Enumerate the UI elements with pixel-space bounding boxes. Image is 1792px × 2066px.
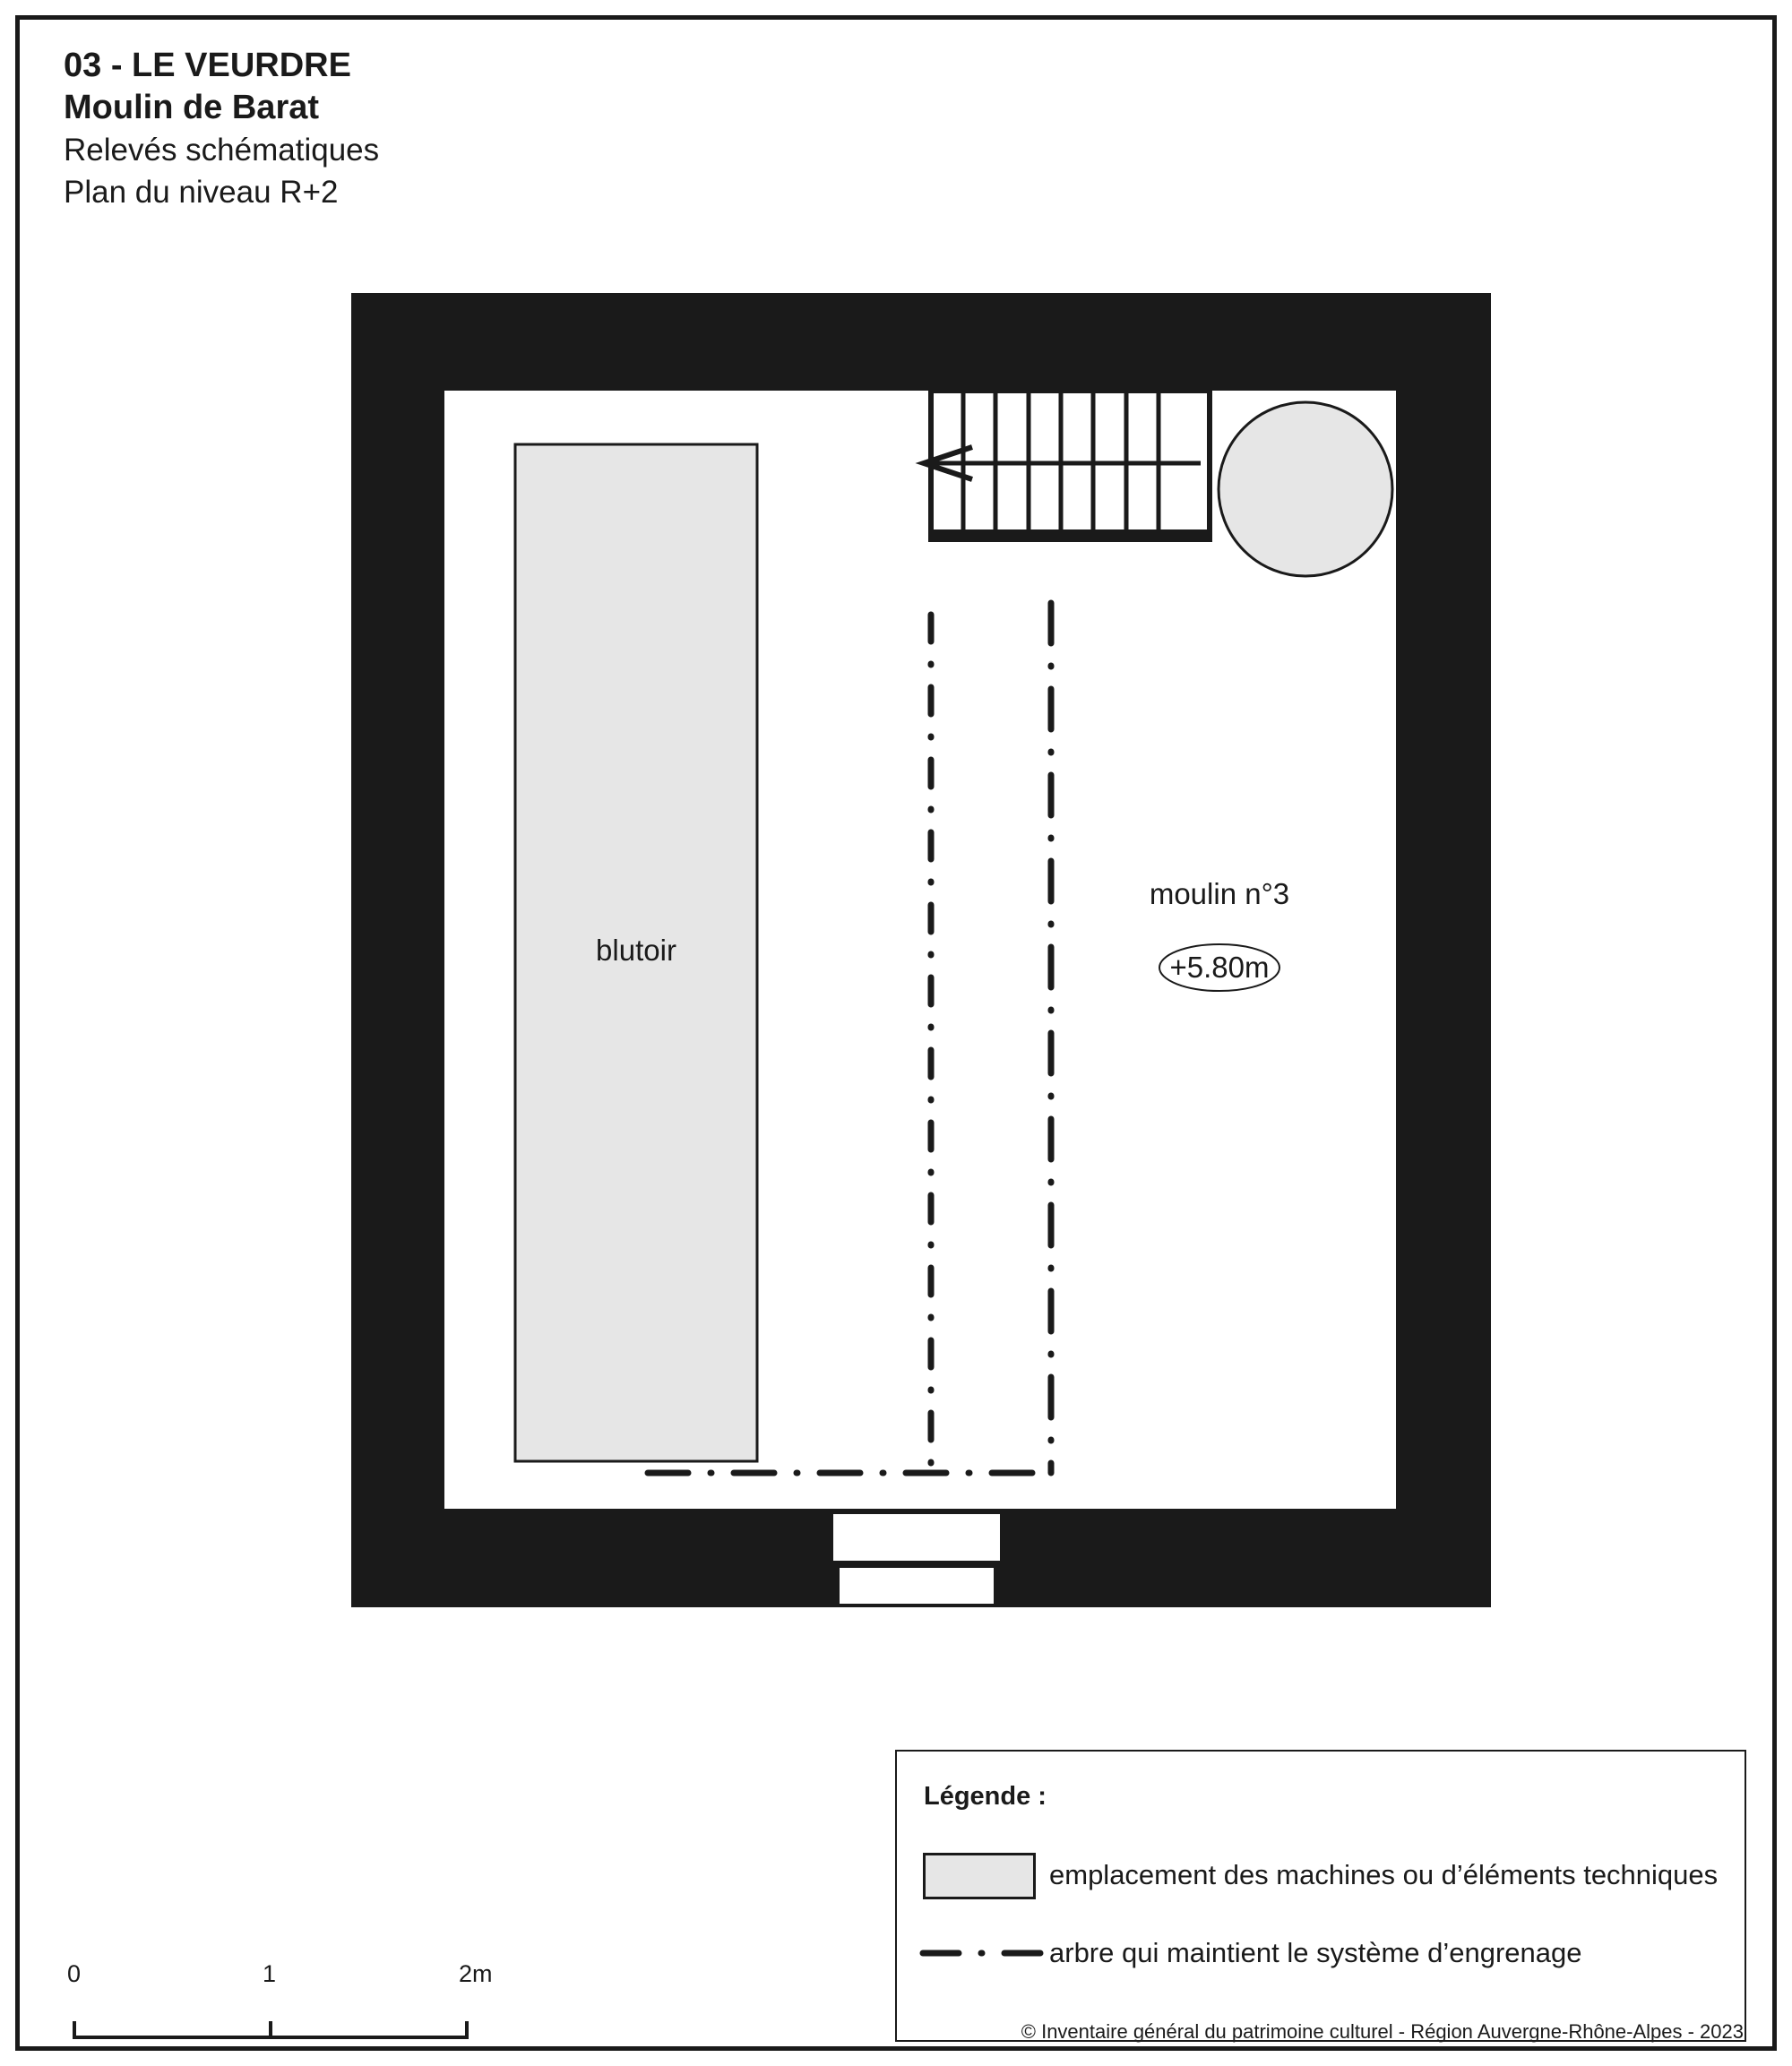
legend-box xyxy=(895,1750,1746,2042)
plan-level-label: Plan du niveau R+2 xyxy=(64,175,339,210)
door-threshold-inner xyxy=(833,1514,1000,1561)
blutoir-label: blutoir xyxy=(596,934,676,967)
legend-shaft-line-icon xyxy=(919,1944,1045,1962)
elevation-label: +5.80m xyxy=(1169,951,1270,984)
staircase xyxy=(922,391,1210,539)
scale-label-1: 1 xyxy=(263,1960,277,1987)
legend-machine-swatch xyxy=(923,1853,1036,1899)
copyright-notice: © Inventaire général du patrimoine culturel - Région Auvergne-Rhône-Alpes - 2023 xyxy=(1021,2020,1744,2043)
legend-title: Légende : xyxy=(924,1782,1047,1811)
building-title: Moulin de Barat xyxy=(64,89,320,126)
legend-shaft-label: arbre qui maintient le système d’engrenage xyxy=(1049,1937,1582,1968)
scale-label-2m: 2m xyxy=(459,1960,493,1987)
circular-technical-element xyxy=(1219,402,1392,576)
door-threshold-outer xyxy=(840,1568,994,1604)
room-label: moulin n°3 xyxy=(1149,877,1290,910)
scale-label-0: 0 xyxy=(67,1960,82,1987)
document-subtitle: Relevés schématiques xyxy=(64,133,380,168)
commune-title: 03 - LE VEURDRE xyxy=(64,47,351,84)
legend-machines-label: emplacement des machines ou d’éléments techniques xyxy=(1049,1859,1719,1890)
